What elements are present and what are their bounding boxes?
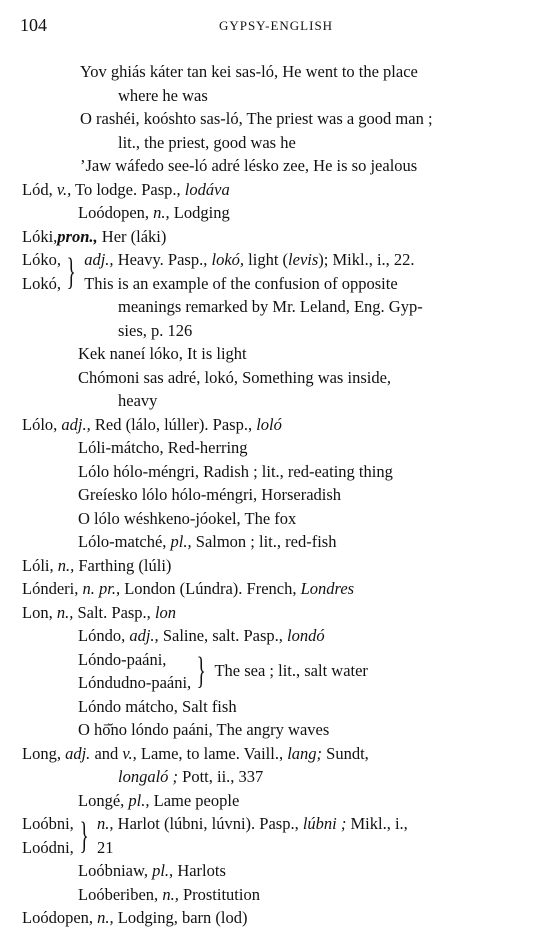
pos: pron., [57,226,98,246]
brace-icon: } [196,650,206,692]
entry-line: Yov ghiás káter tan kei sas-ló, He went to the place [80,62,418,81]
pos: n., [153,203,170,222]
entry-line: Lólo hólo-méngri, Radish ; lit., red-eating thing [78,461,393,481]
entry-line: Loóberiben, n., Prostitution [78,884,260,904]
entry-line: O rashéi, koóshto sas-ló, The priest was a good man ; [80,109,433,128]
entry-line: sies, p. 126 [118,320,193,340]
entry-londo-paani: Lóndo-paáni, Lóndudno-paáni, } The sea ; lit., salt water [78,649,368,692]
headword: Loódni, [22,837,74,857]
headword: Lóki, [22,226,58,246]
headword: Long, [22,743,61,763]
entry-line: Loóbniaw, pl., Harlots [78,861,226,880]
headword: Loóbni, [22,814,74,833]
entry-londeri: Lónderi, n. pr., London (Lúndra). French, Londres [22,579,355,598]
headword: Lóli, [22,555,54,575]
entry-loli: Lóli, n., Farthing (lúli) [22,555,172,575]
entry-line: Loódopen, n., Lodging [78,203,230,222]
entry-line: Greíesko lólo hólo-méngri, Horseradish [78,485,342,504]
entry-line: Lóndo mátcho, Salt fish [78,696,237,716]
pos: v., [56,179,72,199]
page-header [20,14,532,38]
entry-lon: Lon, n., Salt. Pasp., lon [22,602,177,622]
headword: Lód, [22,179,53,199]
entry-line: Kek naneí lóko, It is light [78,344,247,363]
brace-icon: } [66,250,76,293]
entry-line: Lóndo, adj., Saline, salt. Pasp., londó [78,626,325,645]
page-number: 104 [20,15,47,35]
definition: To lodge. Pasp., [71,179,185,199]
brace-icon: } [79,814,89,857]
headword: Lon, [22,602,53,622]
dictionary-entries [22,60,522,930]
entry-line: ’Jaw wáfedo see-ló adré lésko zee, He is so jealous [80,156,418,175]
entry-loko: Lóko, Lokó, } adj., Heavy. Pasp., lokó, light (levis); Mikl., i., 22. This is an example of the confusion of opposite [22,248,522,295]
entry-line: O hō̆no lóndo paáni, The angry waves [78,720,330,739]
headword: Lólo, [22,414,58,434]
entry-line: Lóli-mátcho, Red-herring [78,438,248,457]
entry-line: heavy [118,391,158,410]
pasp-form: lodáva [184,179,230,199]
headword: Lóko, [22,250,61,269]
entry-lolo: Lólo, adj., Red (lálo, lúller). Pasp., loló [22,414,282,434]
headword: Lokó, [22,273,61,293]
entry-loodopen: Loódopen, n., Lodging, barn (lod) [22,908,248,927]
entry-loobni: Loóbni, Loódni, } n., Harlot (lúbni, lúvni). Pasp., lúbni ; Mikl., i., 21 [22,812,522,859]
headword: Loódopen, [22,908,94,927]
entry-line: Lólo-matché, pl., Salmon ; lit., red-fish [78,532,337,551]
entry-line: meanings remarked by Mr. Leland, Eng. Gyp- [118,297,423,316]
entry-loki: Lóki,pron., Her (láki) [22,226,167,246]
entry-line: O lólo wéshkeno-jóokel, The fox [78,508,297,528]
running-head: GYPSY-ENGLISH [218,18,334,33]
entry-lod [22,178,522,202]
entry-line: where he was [118,85,208,105]
entry-line: Chómoni sas adré, lokó, Something was inside, [78,367,392,387]
headword: Lónderi, [22,579,79,598]
entry-line: This is an example of the confusion of opposite [84,273,398,293]
entry-line: Longé, pl., Lame people [78,790,240,810]
entry-line: longaló ; Pott, ii., 337 [118,767,264,786]
entry-line: lit., the priest, good was he [118,132,296,152]
entry-long: Long, adj. and v., Lame, to lame. Vaill., lang; Sundt, [22,743,369,763]
